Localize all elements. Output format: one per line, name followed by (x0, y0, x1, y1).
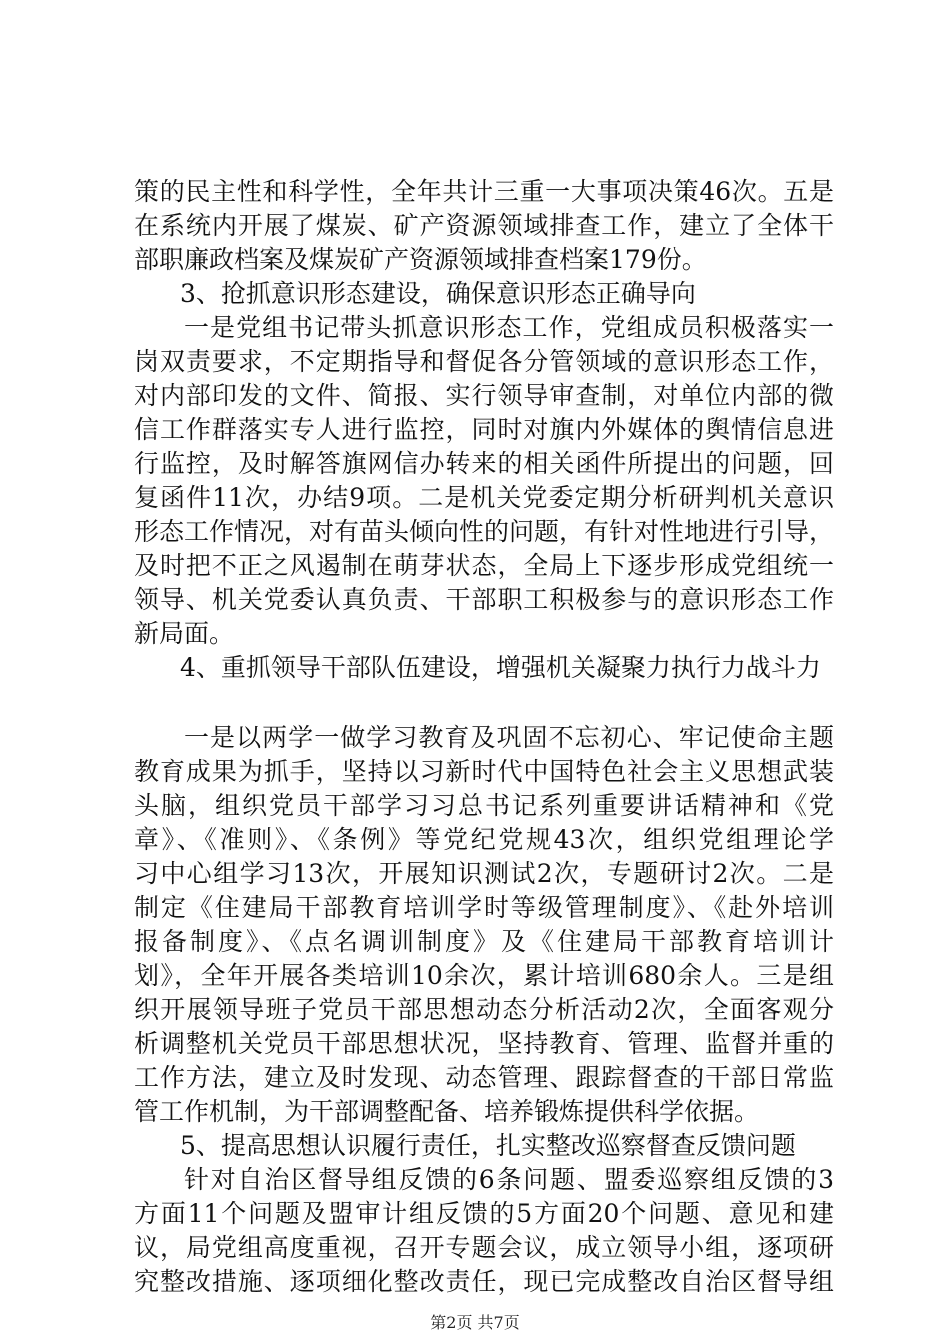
section-heading-4: 4、重抓领导干部队伍建设，增强机关凝聚力执行力战斗力 (180, 653, 821, 682)
body-line: 议，局党组高度重视，召开专题会议，成立领导小组，逐项研 (134, 1233, 834, 1262)
body-line: 织开展领导班子党员干部思想动态分析活动2次，全面客观分 (134, 995, 834, 1024)
section-heading-3: 3、抢抓意识形态建设，确保意识形态正确导向 (180, 279, 696, 308)
body-line: 教育成果为抓手，坚持以习新时代中国特色社会主义思想武装 (134, 757, 834, 786)
body-line: 究整改措施、逐项细化整改责任，现已完成整改自治区督导组 (134, 1267, 834, 1296)
body-line: 新局面。 (134, 619, 235, 648)
body-line: 对内部印发的文件、简报、实行领导审查制，对单位内部的微 (134, 381, 834, 410)
body-line: 行监控，及时解答旗网信办转来的相关函件所提出的问题，回 (134, 449, 834, 478)
body-line: 工作方法，建立及时发现、动态管理、跟踪督查的干部日常监 (134, 1063, 834, 1092)
body-line: 报备制度》、《点名调训制度》及《住建局干部教育培训计 (134, 927, 834, 956)
body-line: 一是以两学一做学习教育及巩固不忘初心、牢记使命主题 (184, 723, 834, 752)
body-line: 及时把不正之风遏制在萌芽状态，全局上下逐步形成党组统一 (134, 551, 834, 580)
body-line: 形态工作情况，对有苗头倾向性的问题，有针对性地进行引导， (134, 517, 835, 546)
body-line: 划》，全年开展各类培训10余次，累计培训680余人。三是组 (134, 961, 834, 990)
body-line: 岗双责要求，不定期指导和督促各分管领域的意识形态工作， (134, 347, 834, 376)
section-heading-5: 5、提高思想认识履行责任，扎实整改巡察督查反馈问题 (180, 1131, 796, 1160)
body-line: 部职廉政档案及煤炭矿产资源领域排查档案179份。 (134, 245, 707, 274)
body-line: 制定《住建局干部教育培训学时等级管理制度》、《赴外培训 (134, 893, 834, 922)
body-line: 习中心组学习13次，开展知识测试2次，专题研讨2次。二是 (134, 859, 834, 888)
body-line: 信工作群落实专人进行监控，同时对旗内外媒体的舆情信息进 (134, 415, 834, 444)
body-line: 管工作机制，为干部调整配备、培养锻炼提供科学依据。 (134, 1097, 760, 1126)
body-line: 析调整机关党员干部思想状况，坚持教育、管理、监督并重的 (134, 1029, 834, 1058)
body-line: 复函件11次，办结9项。二是机关党委定期分析研判机关意识 (134, 483, 834, 512)
body-line: 一是党组书记带头抓意识形态工作，党组成员积极落实一 (184, 313, 834, 342)
body-line: 方面11个问题及盟审计组反馈的5方面20个问题、意见和建 (134, 1199, 834, 1228)
body-line: 策的民主性和科学性，全年共计三重一大事项决策46次。五是 (134, 177, 834, 206)
body-line: 领导、机关党委认真负责、干部职工积极参与的意识形态工作 (134, 585, 834, 614)
page-footer: 第2页 共7页 (430, 1313, 520, 1332)
body-line: 章》、《准则》、《条例》等党纪党规43次，组织党组理论学 (134, 825, 834, 854)
body-line: 针对自治区督导组反馈的6条问题、盟委巡察组反馈的3 (184, 1165, 834, 1194)
body-line: 头脑，组织党员干部学习习总书记系列重要讲话精神和《党 (134, 791, 834, 820)
body-line: 在系统内开展了煤炭、矿产资源领域排查工作，建立了全体干 (134, 211, 834, 240)
